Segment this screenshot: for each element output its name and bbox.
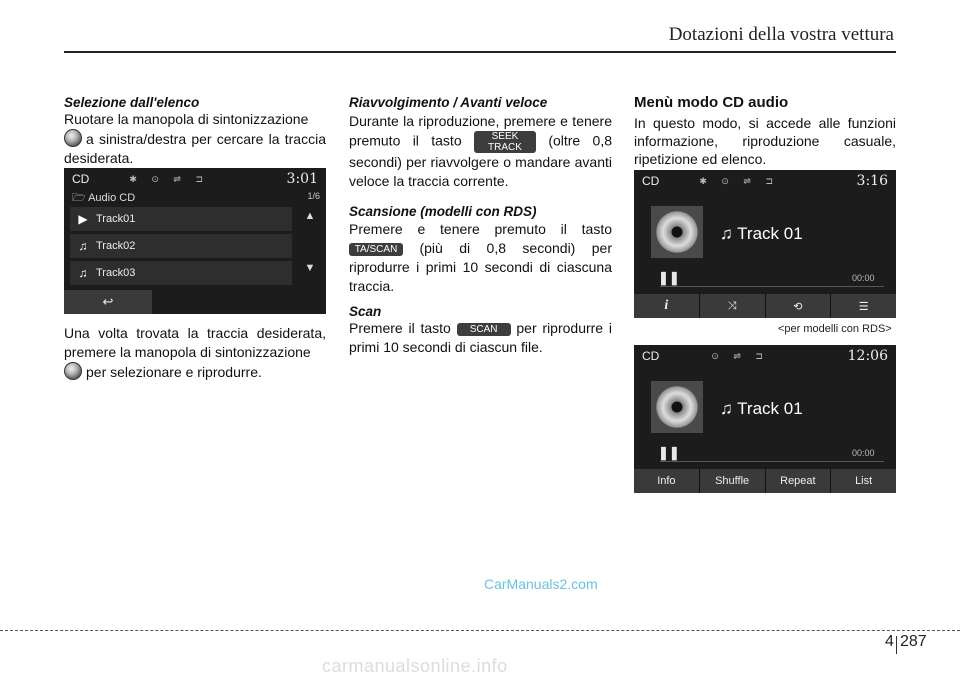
progress-bar — [660, 286, 884, 287]
shuffle-icon: ⤨ — [727, 299, 737, 312]
cd-list-screen: CD ✱ ⊙ ⇌ ⊐ 3:01 🗁 Audio CD 1/6 ▶ Track01 ♫ Track02 ♫ Track03 ▲ ▼ ↩ — [64, 168, 326, 314]
screen-source: CD — [642, 349, 660, 363]
list-selection-heading: Selezione dall'elenco — [64, 95, 200, 110]
track-row[interactable]: ▶ Track01 — [70, 207, 292, 231]
scan-paragraph: Premere il tasto SCAN per riprodurre i primi 10 secondi di ciascun file. — [349, 320, 612, 355]
rds-caption: <per modelli con RDS> — [778, 323, 892, 335]
page-separator — [896, 636, 897, 654]
track-row[interactable]: ♫ Track02 — [70, 234, 292, 258]
track-title: ♫ Track 01 — [720, 399, 803, 418]
scan-rds-paragraph: Premere e tenere premuto il tasto TA/SCAN (più di 0,8 secondi) per riprodurre i primi 10 secondi di ciascuna traccia. — [349, 221, 613, 294]
elapsed-time: 00:00 — [852, 448, 875, 458]
screen-source: CD — [642, 174, 660, 188]
list-icon: ☰ — [858, 300, 869, 313]
scan-heading: Scan — [349, 304, 382, 319]
screen-clock: 3:16 — [856, 173, 888, 189]
screen-clock: 3:01 — [286, 171, 318, 187]
shuffle-button[interactable] — [700, 294, 766, 318]
list-button[interactable]: List — [831, 469, 896, 493]
footer-divider — [0, 630, 960, 631]
repeat-button[interactable] — [766, 294, 832, 318]
cd-menu-paragraph: In questo modo, si accede alle funzioni informazione, riproduzione casuale, ripetizione ed elenco. — [634, 115, 896, 167]
folder-label: 🗁 Audio CD — [72, 192, 136, 204]
music-note-icon: ♫ — [78, 239, 88, 253]
cd-disc-icon — [651, 206, 703, 258]
folder-icon: 🗁 — [72, 192, 86, 204]
pause-icon[interactable]: ❚❚ — [658, 270, 680, 285]
tune-knob-icon — [64, 129, 82, 147]
select-paragraph: Una volta trovata la traccia desiderata, premere la manopola di sintonizzazione per selezionare e riprodurre. — [64, 325, 326, 380]
back-button[interactable] — [64, 290, 152, 314]
track-row[interactable]: ♫ Track03 — [70, 261, 292, 285]
scan-key: SCAN — [457, 323, 511, 336]
tune-knob-icon — [64, 362, 82, 380]
chapter-number: 4 — [885, 633, 894, 650]
ta-scan-key: TA/SCAN — [349, 243, 403, 256]
arrow-down-icon[interactable]: ▼ — [304, 262, 316, 274]
cd-disc-icon — [651, 381, 703, 433]
arrow-up-icon[interactable]: ▲ — [304, 210, 316, 222]
music-note-icon: ♫ — [720, 399, 733, 418]
info-button[interactable] — [634, 294, 700, 318]
pause-icon[interactable]: ❚❚ — [658, 445, 680, 460]
back-icon: ↩ — [102, 294, 114, 309]
bottom-watermark: carmanualsonline.info — [322, 656, 508, 676]
elapsed-time: 00:00 — [852, 273, 875, 283]
repeat-icon: ⟲ — [793, 300, 803, 313]
screen-clock: 12:06 — [847, 348, 888, 364]
cd-play-screen: CD ⊙ ⇌ ⊐ 12:06 ♫ Track 01 ❚❚ 00:00 Info Shuffle Repeat List — [634, 345, 896, 493]
info-icon: i — [664, 298, 669, 313]
screen-source: CD — [72, 172, 90, 186]
watermark-link[interactable]: CarManuals2.com — [484, 576, 598, 592]
page-number: 287 — [900, 633, 927, 650]
track-counter: 1/6 — [307, 191, 320, 201]
track-title: ♫ Track 01 — [720, 224, 803, 243]
rewind-ff-paragraph: Durante la riproduzione, premere e tenere premuto il tasto SEEK TRACK (oltre 0,8 secondi) per riavvolgere o mandare avanti veloce la traccia corrente. — [349, 113, 613, 189]
info-button[interactable]: Info — [634, 469, 700, 493]
cd-play-screen-rds: CD ✱ ⊙ ⇌ ⊐ 3:16 ♫ Track 01 ❚❚ 00:00 i ⤨ ⟲ ☰ — [634, 170, 896, 318]
scan-rds-heading: Scansione (modelli con RDS) — [349, 204, 537, 219]
shuffle-button[interactable]: Shuffle — [700, 469, 766, 493]
list-button[interactable] — [831, 294, 896, 318]
play-icon: ▶ — [78, 212, 88, 226]
section-title: Dotazioni della vostra vettura — [668, 24, 894, 45]
list-selection-paragraph: Ruotare la manopola di sintonizzazione a sinistra/destra per cercare la traccia desiderata. — [64, 111, 326, 166]
rewind-ff-heading: Riavvolgimento / Avanti veloce — [349, 95, 548, 110]
cd-menu-heading: Menù modo CD audio — [634, 94, 789, 111]
repeat-button[interactable]: Repeat — [766, 469, 832, 493]
progress-bar — [660, 461, 884, 462]
music-note-icon: ♫ — [720, 224, 733, 243]
music-note-icon: ♫ — [78, 266, 88, 280]
header-divider — [64, 51, 896, 53]
seek-track-key: SEEK TRACK — [474, 131, 536, 153]
